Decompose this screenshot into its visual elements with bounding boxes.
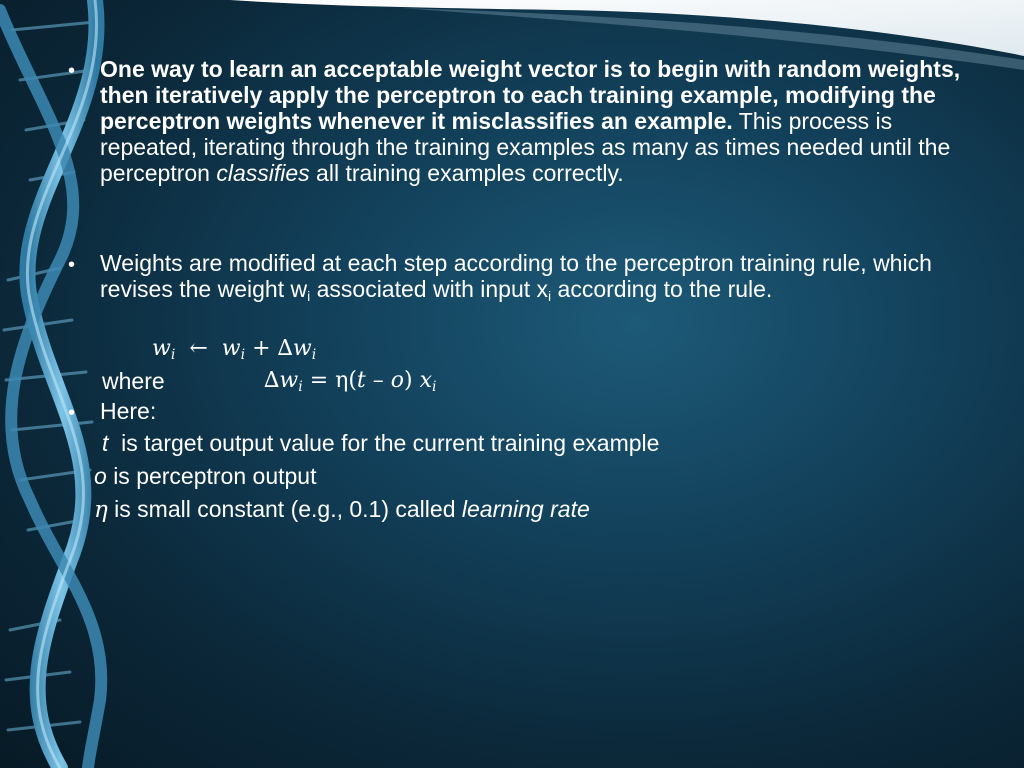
arrow-symbol: ← [189, 336, 208, 361]
subscript-i: i [548, 288, 552, 304]
formula-sub: i [170, 347, 176, 363]
formula-var: t [356, 368, 366, 393]
definition-eta [94, 496, 590, 523]
formula-var: w [152, 336, 171, 361]
definition-symbol: η [94, 497, 108, 523]
where-line [102, 368, 165, 394]
bullet-1-text: This process is repeated, iterating through the training examples as many as times needed until the perceptron [100, 108, 951, 186]
bullet-2-text-a: Weights are modified at each step according to the perceptron training rule, which revises the weight w [100, 250, 932, 302]
bullet-1-italic-word: classifies [216, 160, 310, 186]
formula-sub: i [432, 379, 437, 395]
formula-var: x [419, 368, 433, 393]
eta-symbol: η [335, 368, 349, 393]
definition-symbol: t [102, 430, 109, 456]
formula-sub: i [240, 347, 246, 363]
bullet-marker: • [68, 402, 76, 424]
formula-var: w [221, 336, 241, 361]
bullet-1-bold-text: One way to learn an acceptable weight vector is to begin with random weights, then iteratively apply the perceptron to each training example, modifying the perceptron weights whenever it misclassifies an example. [100, 56, 961, 134]
definition-text: is perceptron output [113, 463, 317, 489]
bullet-2-text-b: associated with input x [310, 276, 549, 302]
plus-symbol: + [252, 336, 271, 361]
minus-symbol: – [372, 368, 384, 393]
formula-var: o [390, 368, 405, 393]
definition-text: is small constant (e.g., 0.1) called [114, 496, 462, 522]
formula-sub: i [298, 379, 303, 395]
definition-symbol: o [94, 463, 107, 489]
bullet-2-text-c: according to the rule. [551, 276, 773, 302]
update-rule-formula [152, 336, 316, 362]
delta-rule-formula [264, 368, 437, 394]
definition-text: is target output value for the current training example [121, 430, 660, 456]
subscript-i: i [307, 288, 311, 304]
definition-t [102, 430, 659, 456]
definition-o [94, 463, 316, 489]
bullet-3-label: Here: [100, 398, 157, 424]
bullet-1-text-end: all training examples correctly. [309, 160, 624, 186]
bullet-marker: • [68, 254, 76, 276]
where-label: where [102, 368, 165, 394]
bullet-1-paragraph [100, 56, 980, 186]
bullet-2-paragraph [100, 250, 980, 302]
delta-symbol: ∆ [277, 336, 293, 361]
formula-sub: i [311, 347, 317, 363]
equals-symbol: = [309, 368, 329, 393]
formula-var: w [279, 368, 299, 393]
formula-var: w [292, 336, 312, 361]
definition-italic-term: learning rate [461, 496, 590, 522]
paren-open: ( [348, 368, 357, 393]
paren-close: ) [404, 368, 413, 393]
bullet-marker: • [68, 60, 76, 82]
delta-symbol: ∆ [264, 368, 280, 393]
